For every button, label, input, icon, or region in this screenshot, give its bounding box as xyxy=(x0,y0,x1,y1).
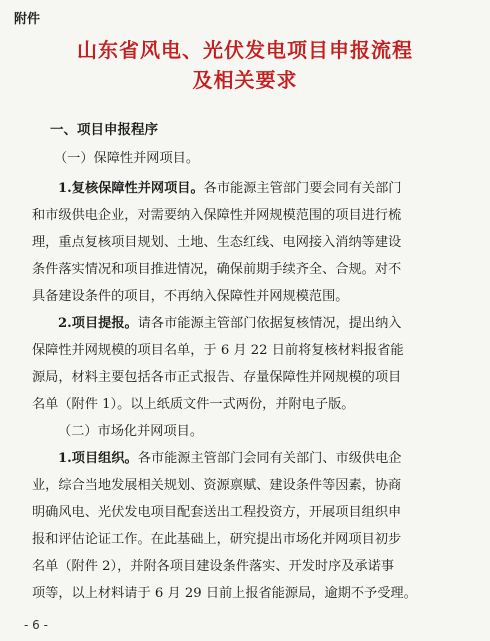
page-number: - 6 - xyxy=(24,618,48,632)
paragraph-1-line-1 xyxy=(58,180,490,198)
paragraph-1-line-5: 具备建设条件的项目，不再纳入保障性并网规模范围。 xyxy=(32,289,349,304)
paragraph-1-text: 各市能源主管部门要会同有关部门 xyxy=(203,181,402,196)
subsection-heading-2: （二）市场化并网项目。 xyxy=(58,424,204,439)
paragraph-3-line-6: 项等，以上材料请于 6 月 29 日前上报省能源局，逾期不予受理。 xyxy=(32,586,417,601)
paragraph-2-line-3: 源局，材料主要包括各市正式报告、存量保障性并网规模的项目 xyxy=(32,370,402,385)
paragraph-2-line-4: 名单（附件 1）。以上纸质文件一式两份，并附电子版。 xyxy=(32,397,355,412)
paragraph-3-line-2: 业，综合当地发展相关规划、资源禀赋、建设条件等因素，协商 xyxy=(32,478,402,493)
paragraph-3-text: 各市能源主管部门会同有关部门、市级供电企 xyxy=(137,451,402,466)
section-heading-1: 一、项目申报程序 xyxy=(50,122,158,138)
paragraph-3-line-1 xyxy=(58,450,490,468)
subsection-heading-1: （一）保障性并网项目。 xyxy=(54,151,200,166)
paragraph-2-line-2: 保障性并网规模的项目名单，于 6 月 22 日前将复核材料报省能 xyxy=(32,343,404,358)
title-line-2: 及相关要求 xyxy=(192,68,298,92)
paragraph-1-line-2: 和市级供电企业，对需要纳入保障性并网规模范围的项目进行梳 xyxy=(32,208,402,223)
paragraph-3-line-3: 明确风电、光伏发电项目配套送出工程投资方，开展项目组织申 xyxy=(32,505,402,520)
paragraph-2-line-1 xyxy=(58,315,490,333)
paragraph-3-heading: 1.项目组织。 xyxy=(58,451,138,466)
paragraph-2-text: 请各市能源主管部门依据复核情况，提出纳入 xyxy=(137,316,402,331)
paragraph-3-line-4: 报和评估论证工作。在此基础上，研究提出市场化并网项目初步 xyxy=(32,532,402,547)
paragraph-1-line-4: 条件落实情况和项目推进情况，确保前期手续齐全、合规。对不 xyxy=(32,262,402,277)
paragraph-1-heading: 1.复核保障性并网项目。 xyxy=(58,181,204,196)
title-line-1: 山东省风电、光伏发电项目申报流程 xyxy=(77,38,413,62)
attachment-label: 附件 xyxy=(14,12,41,27)
paragraph-3-line-5: 名单（附件 2），并附各项目建设条件落实、开发时序及承诺事 xyxy=(32,559,395,574)
paragraph-2-heading: 2.项目提报。 xyxy=(58,316,138,331)
paragraph-1-line-3: 理，重点复核项目规划、土地、生态红线、电网接入消纳等建设 xyxy=(32,235,402,250)
